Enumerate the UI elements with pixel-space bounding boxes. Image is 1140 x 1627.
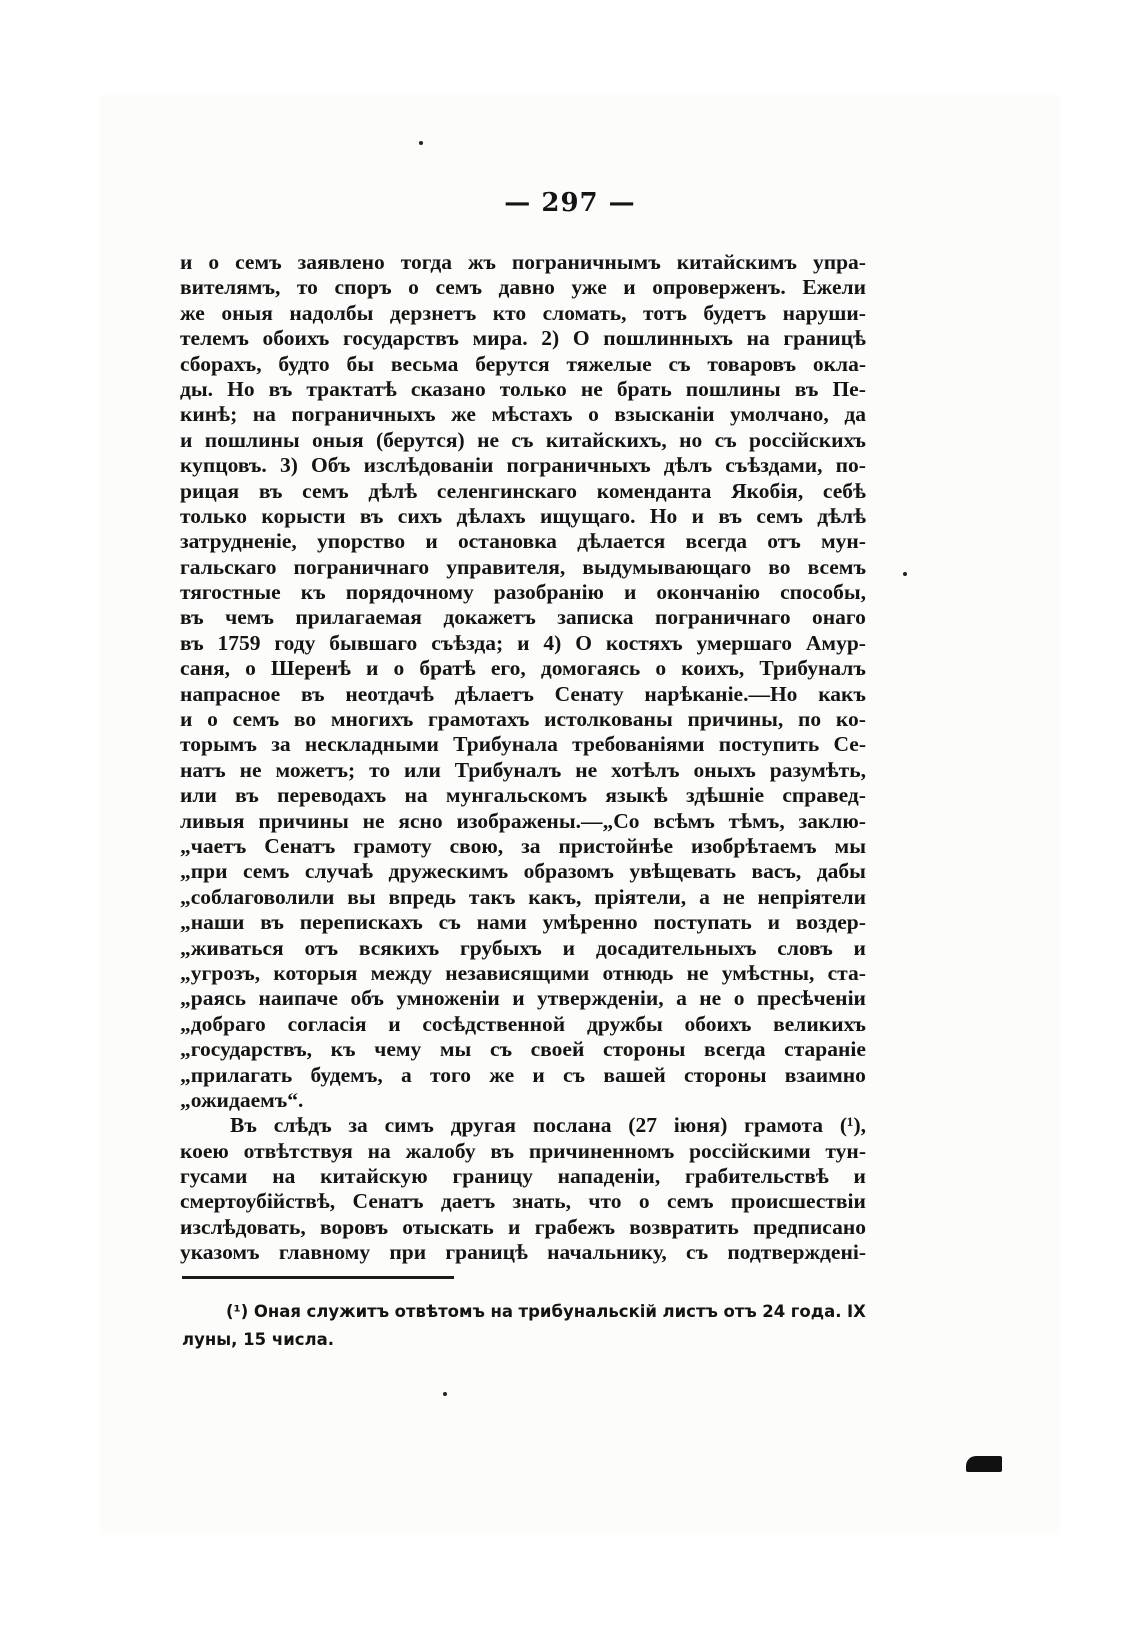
text-line: затрудненіе, упорство и остановка дѣлается всегда отъ мун- bbox=[180, 529, 866, 554]
text-line: натъ не можетъ; то или Трибуналъ не хотѣлъ оныхъ разумѣть, bbox=[180, 757, 866, 782]
text-line: ливыя причины не ясно изображены.—„Со всѣмъ тѣмъ, заклю- bbox=[180, 808, 866, 833]
text-line: рицая въ семъ дѣлѣ селенгинскаго коменданта Якобія, себѣ bbox=[180, 478, 866, 503]
text-line: гусами на китайскую границу нападеніи, грабительствѣ и bbox=[180, 1164, 866, 1189]
text-line: же оныя надолбы дерзнетъ кто сломать, тотъ будетъ наруши- bbox=[180, 300, 866, 325]
text-line: ды. Но въ трактатѣ сказано только не брать пошлины въ Пе- bbox=[180, 376, 866, 401]
footnote bbox=[182, 1298, 866, 1354]
footnote-divider bbox=[182, 1276, 454, 1279]
text-line: „прилагать будемъ, а того же и съ вашей стороны взаимно bbox=[180, 1062, 866, 1087]
text-line: гальскаго пограничнаго управителя, выдумывающаго во всемъ bbox=[180, 554, 866, 579]
speck-mark bbox=[419, 141, 423, 145]
text-line: „чаетъ Сенатъ грамоту свою, за пристойнѣе изобрѣтаемъ мы bbox=[180, 833, 866, 858]
footnote-line: (¹) Оная служитъ отвѣтомъ на трибунальскій листъ отъ 24 года. IX bbox=[226, 1302, 866, 1321]
text-line: тягостные къ порядочному разобранію и окончанію способы, bbox=[180, 580, 866, 605]
text-line: „наши въ перепискахъ съ нами умѣренно поступать и воздер- bbox=[180, 910, 866, 935]
text-line: вителямъ, то споръ о семъ давно уже и опроверженъ. Ежели bbox=[180, 275, 866, 300]
text-line: „угрозъ, которыя между независящими отнюдь не умѣстны, ста- bbox=[180, 960, 866, 985]
text-line: „раясь наипаче объ умноженіи и утвержденіи, а не о пресѣченіи bbox=[180, 986, 866, 1011]
text-line: „государствъ, къ чему мы съ своей стороны всегда стараніе bbox=[180, 1037, 866, 1062]
text-line: смертоубійствѣ, Сенатъ даетъ знать, что о семъ происшествіи bbox=[180, 1189, 866, 1214]
text-line: или въ переводахъ на мунгальскомъ языкѣ здѣшніе справед- bbox=[180, 783, 866, 808]
speck-mark bbox=[903, 572, 907, 576]
text-line: изслѣдовать, воровъ отыскать и грабежъ возвратить предписано bbox=[180, 1214, 866, 1239]
page-edge-tab bbox=[966, 1456, 1002, 1472]
text-line: въ чемъ прилагаемая докажетъ записка пограничнаго онаго bbox=[180, 605, 866, 630]
text-line: напрасное въ неотдачѣ дѣлаетъ Сенату нарѣканіе.—Но какъ bbox=[180, 681, 866, 706]
text-line: и пошлины оныя (берутся) не съ китайскихъ, но съ россійскихъ bbox=[180, 427, 866, 452]
text-line: Въ слѣдъ за симъ другая послана (27 іюня) грамота (¹), bbox=[230, 1113, 866, 1138]
text-line: „живаться отъ всякихъ грубыхъ и досадительныхъ словъ и bbox=[180, 935, 866, 960]
text-line: „ожидаемъ“. bbox=[180, 1087, 304, 1112]
text-line: сборахъ, будто бы весьма берутся тяжелые съ товаровъ окла- bbox=[180, 351, 866, 376]
text-line: „добраго согласія и сосѣдственной дружбы обоихъ великихъ bbox=[180, 1011, 866, 1036]
speck-mark bbox=[443, 1392, 447, 1396]
text-line: „соблаговолили вы впредь такъ какъ, пріятели, а не непріятели bbox=[180, 884, 866, 909]
text-line: „при семъ случаѣ дружескимъ образомъ увѣщевать васъ, дабы bbox=[180, 859, 866, 884]
text-line: указомъ главному при границѣ начальнику, съ подтвержденi- bbox=[180, 1240, 866, 1265]
text-line: кинѣ; на пограничныхъ же мѣстахъ о взысканіи умолчано, да bbox=[180, 402, 866, 427]
body-text bbox=[180, 250, 866, 1266]
footnote-line: луны, 15 числа. bbox=[182, 1330, 335, 1349]
text-line: только корысти въ сихъ дѣлахъ ищущаго. Но и въ семъ дѣлѣ bbox=[180, 503, 866, 528]
text-line: торымъ за нескладными Трибунала требованіями поступить Се- bbox=[180, 732, 866, 757]
page-number: — 297 — bbox=[504, 188, 636, 218]
text-line: телемъ обоихъ государствъ мира. 2) О пошлинныхъ на границѣ bbox=[180, 326, 866, 351]
text-line: коею отвѣтствуя на жалобу въ причиненномъ россійскими тун- bbox=[180, 1138, 866, 1163]
text-line: въ 1759 году бывшаго съѣзда; и 4) О костяхъ умершаго Амур- bbox=[180, 630, 866, 655]
text-line: саня, о Шеренѣ и о братѣ его, домогаясь о коихъ, Трибуналъ bbox=[180, 656, 866, 681]
text-line: и о семъ во многихъ грамотахъ истолкованы причины, по ко- bbox=[180, 707, 866, 732]
text-line: купцовъ. 3) Объ изслѣдованіи пограничныхъ дѣлъ съѣздами, по- bbox=[180, 453, 866, 478]
text-line: и о семъ заявлено тогда жъ пограничнымъ китайскимъ упра- bbox=[180, 250, 866, 274]
